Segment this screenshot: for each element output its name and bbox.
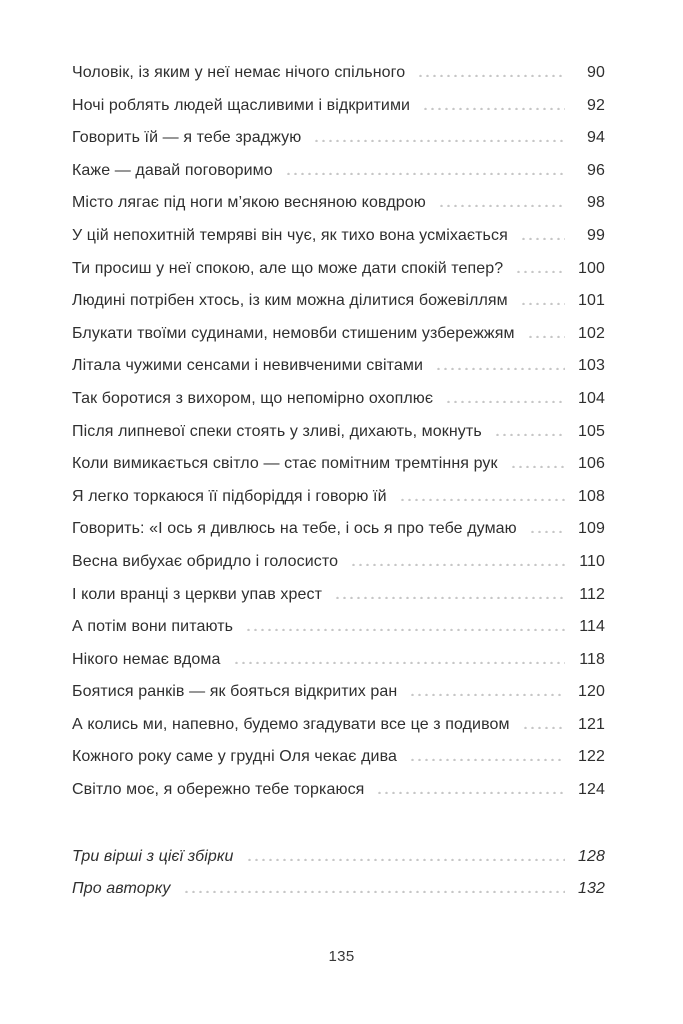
toc-entry-title: Боятися ранків — як бояться відкритих ран [72, 683, 398, 701]
toc-row [72, 390, 605, 423]
toc-entry-page-number: 122 [578, 748, 605, 766]
dot-leader [245, 627, 565, 631]
toc-entry-page-number: 104 [578, 389, 605, 407]
toc-entry-title: А колись ми, напевно, будемо згадувати все це з подивом [72, 715, 510, 733]
toc-entry-page-number: 94 [587, 129, 605, 147]
toc-entry-title: А потім вони питають [72, 618, 234, 636]
toc-entry-title: Так боротися з вихором, що непомірно охоплює [72, 389, 434, 407]
toc-entry-title: У цій непохитній темряві він чує, як тихо вона усміхається [72, 226, 508, 244]
toc-entry-title: Про авторку [72, 880, 171, 898]
dot-leader [285, 171, 565, 175]
toc-entry-page-number: 128 [578, 847, 605, 865]
dot-leader [422, 106, 565, 110]
toc-row [72, 423, 605, 456]
toc-entry-page-number: 102 [578, 324, 605, 342]
toc-entry-title: Говорить: «І ось я дивлюсь на тебе, і ось я про тебе думаю [72, 520, 517, 538]
toc-entry-page-number: 121 [578, 715, 605, 733]
toc-entry-page-number: 98 [587, 194, 605, 212]
dot-leader [529, 529, 565, 533]
dot-leader [435, 366, 565, 370]
dot-leader [183, 889, 565, 893]
dot-leader [313, 138, 565, 142]
page-number: 135 [328, 948, 355, 965]
toc-row [72, 292, 605, 325]
toc-entry-page-number: 132 [578, 880, 605, 898]
dot-leader [246, 857, 565, 861]
toc-entry-title: Місто лягає під ноги м’якою весняною ковдрою [72, 194, 426, 212]
toc-entry-title: Ночі роблять людей щасливими і відкритими [72, 96, 411, 114]
dot-leader [417, 73, 565, 77]
toc-entry-title: Чоловік, із яким у неї немає нічого спільного [72, 64, 406, 81]
toc-row [72, 455, 605, 488]
toc-row [72, 553, 605, 586]
dot-leader [376, 790, 565, 794]
toc-entry-page-number: 109 [578, 520, 605, 538]
dot-leader [522, 725, 565, 729]
toc-row [72, 520, 605, 553]
toc-entry-page-number: 100 [578, 259, 605, 277]
toc-entry-title: Блукати твоїми судинами, немовби стишеним узбережжям [72, 324, 515, 342]
toc-entry-page-number: 108 [578, 487, 605, 505]
toc-entry-title: Я легко торкаюся її підборіддя і говорю їй [72, 487, 387, 505]
toc-entry-page-number: 99 [587, 226, 605, 244]
toc-entry-title: Кожного року саме у грудні Оля чекає дива [72, 748, 398, 766]
toc-row [72, 357, 605, 390]
toc-row [72, 683, 605, 716]
toc-entry-title: Весна вибухає обридло і голосисто [72, 552, 339, 570]
toc-entry-title: Говорить їй — я тебе зраджую [72, 129, 302, 147]
toc-row [72, 880, 605, 913]
toc-row [72, 129, 605, 162]
toc-row [72, 716, 605, 749]
toc-row [72, 162, 605, 195]
toc-entry-page-number: 114 [579, 618, 605, 636]
dot-leader [510, 464, 565, 468]
toc-entry-page-number: 124 [578, 781, 605, 799]
dot-leader [520, 301, 565, 305]
toc-back-matter [72, 848, 605, 913]
dot-leader [515, 269, 565, 273]
toc-row [72, 651, 605, 684]
toc-entry-page-number: 105 [578, 422, 605, 440]
toc-row [72, 586, 605, 619]
toc-row [72, 748, 605, 781]
toc-entry-page-number: 92 [587, 96, 605, 114]
toc-row [72, 618, 605, 651]
toc-entry-page-number: 112 [579, 585, 605, 603]
toc-entry-title: Нікого немає вдома [72, 650, 221, 668]
toc-entry-title: Людині потрібен хтось, із ким можна ділитися божевіллям [72, 292, 508, 310]
toc-entry-title: І коли вранці з церкви упав хрест [72, 585, 323, 603]
dot-leader [527, 334, 565, 338]
toc-list [72, 64, 605, 814]
toc-entry-page-number: 90 [587, 64, 605, 81]
toc-entry-title: Каже — давай поговоримо [72, 161, 273, 179]
toc-entry-page-number: 118 [579, 650, 605, 668]
dot-leader [494, 432, 565, 436]
toc-row [72, 325, 605, 358]
toc-row [72, 227, 605, 260]
dot-leader [350, 562, 565, 566]
toc-row [72, 848, 605, 881]
toc-entry-title: Три вірші з цієї збірки [72, 847, 234, 865]
toc-entry-page-number: 101 [578, 292, 605, 310]
toc-entry-title: Ти просиш у неї спокою, але що може дати спокій тепер? [72, 259, 504, 277]
toc-row [72, 488, 605, 521]
dot-leader [438, 203, 565, 207]
dot-leader [334, 595, 565, 599]
dot-leader [409, 757, 565, 761]
dot-leader [445, 399, 565, 403]
toc-entry-page-number: 96 [587, 161, 605, 179]
toc-entry-page-number: 120 [578, 683, 605, 701]
toc-row [72, 97, 605, 130]
toc-row [72, 260, 605, 293]
dot-leader [520, 236, 565, 240]
toc-row [72, 781, 605, 814]
toc-entry-title: Літала чужими сенсами і невивченими світами [72, 357, 424, 375]
toc-entry-page-number: 103 [578, 357, 605, 375]
toc-row [72, 64, 605, 97]
toc-entry-title: Коли вимикається світло — стає помітним тремтіння рук [72, 455, 498, 473]
toc-entry-title: Після липневої спеки стоять у зливі, дихають, мокнуть [72, 422, 482, 440]
dot-leader [233, 660, 565, 664]
dot-leader [409, 692, 565, 696]
toc-entry-title: Світло моє, я обережно тебе торкаюся [72, 781, 365, 799]
toc-row [72, 194, 605, 227]
toc-entry-page-number: 110 [579, 552, 605, 570]
toc-entry-page-number: 106 [578, 455, 605, 473]
dot-leader [399, 497, 565, 501]
